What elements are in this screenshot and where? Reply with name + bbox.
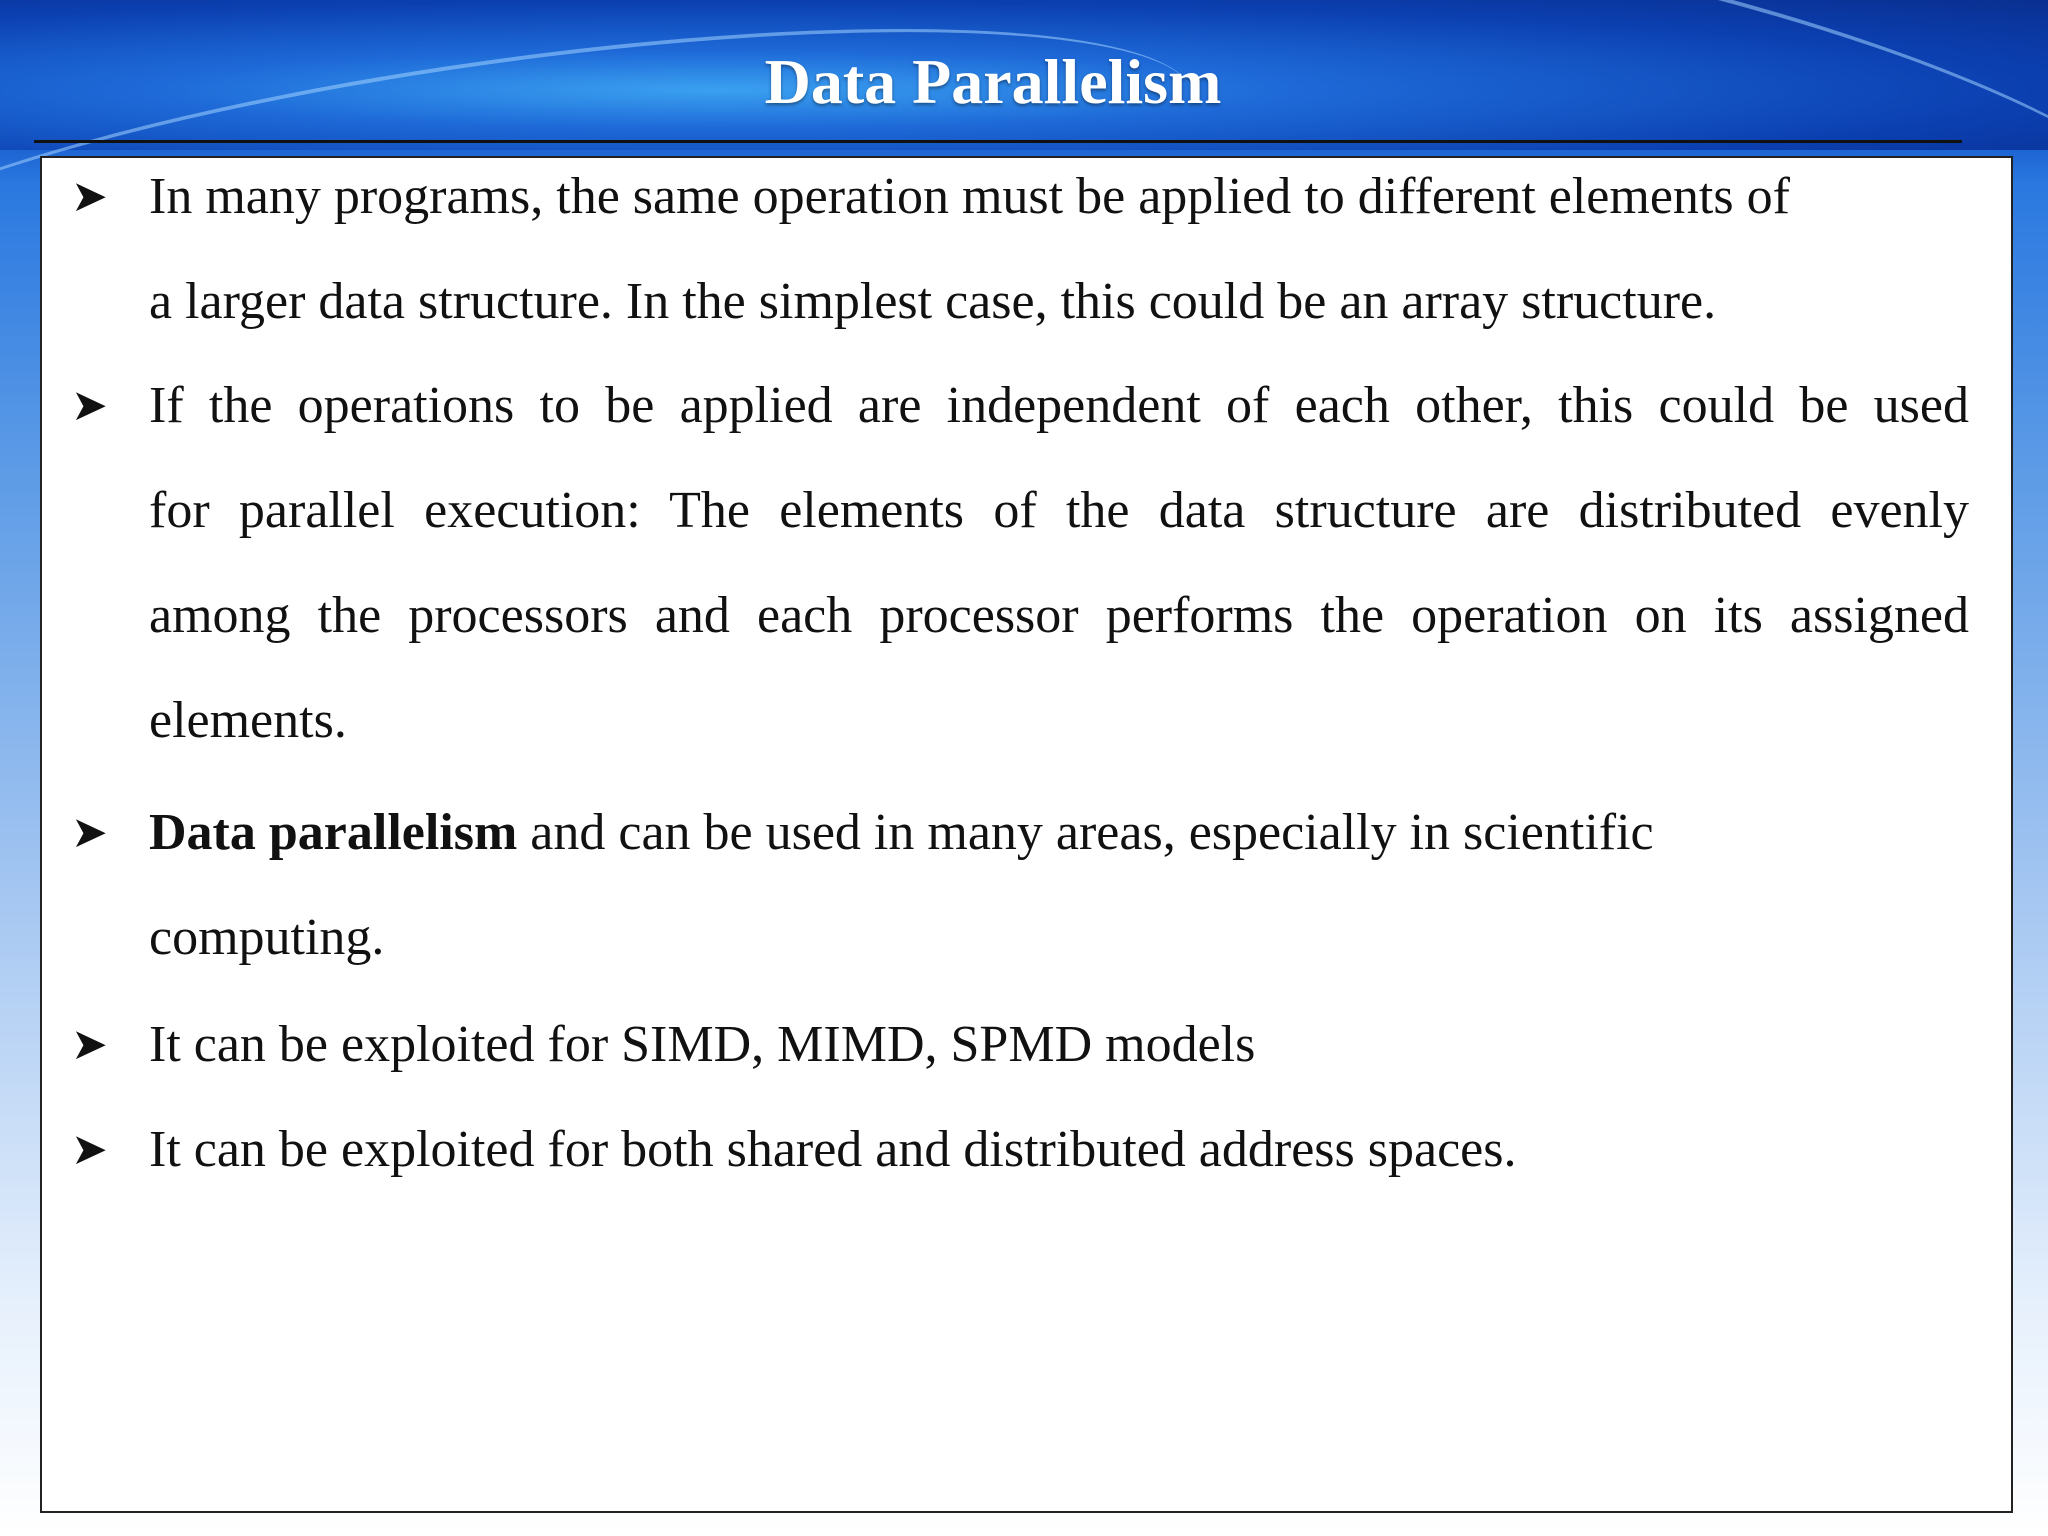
bullet-text: for parallel execution: The elements of the data structure are distributed evenly: [149, 482, 1969, 539]
title-divider: [34, 140, 1962, 143]
arrow-bullet-icon: ➤: [71, 1020, 108, 1069]
bullet-text: among the processors and each processor performs the operation on its assigned: [149, 587, 1969, 644]
bold-term: Data parallelism: [149, 804, 518, 861]
arrow-bullet-icon: ➤: [71, 381, 108, 430]
bullet-item: [71, 780, 1969, 990]
bullet-item: [71, 992, 1969, 1097]
slide-title: Data Parallelism: [764, 46, 1222, 117]
bullet-text: elements.: [149, 692, 347, 749]
bullet-text: If the operations to be applied are independent of each other, this could be used: [149, 377, 1969, 434]
bullet-text: computing.: [149, 909, 385, 966]
bullet-item: [71, 1097, 1969, 1202]
bullet-item: [71, 353, 1969, 773]
bullet-text: and can be used in many areas, especially in scientific: [517, 804, 1654, 861]
arrow-bullet-icon: ➤: [71, 172, 108, 221]
bullet-text: It can be exploited for both shared and distributed address spaces.: [149, 1121, 1517, 1178]
bullet-text: In many programs, the same operation must be applied to different elements of: [149, 168, 1790, 225]
bullet-text: a larger data structure. In the simplest case, this could be an array structure.: [149, 273, 1717, 330]
arrow-bullet-icon: ➤: [71, 1125, 108, 1174]
arrow-bullet-icon: ➤: [71, 808, 108, 857]
bullet-item: [71, 144, 1969, 354]
bullet-text: It can be exploited for SIMD, MIMD, SPMD models: [149, 1016, 1256, 1073]
